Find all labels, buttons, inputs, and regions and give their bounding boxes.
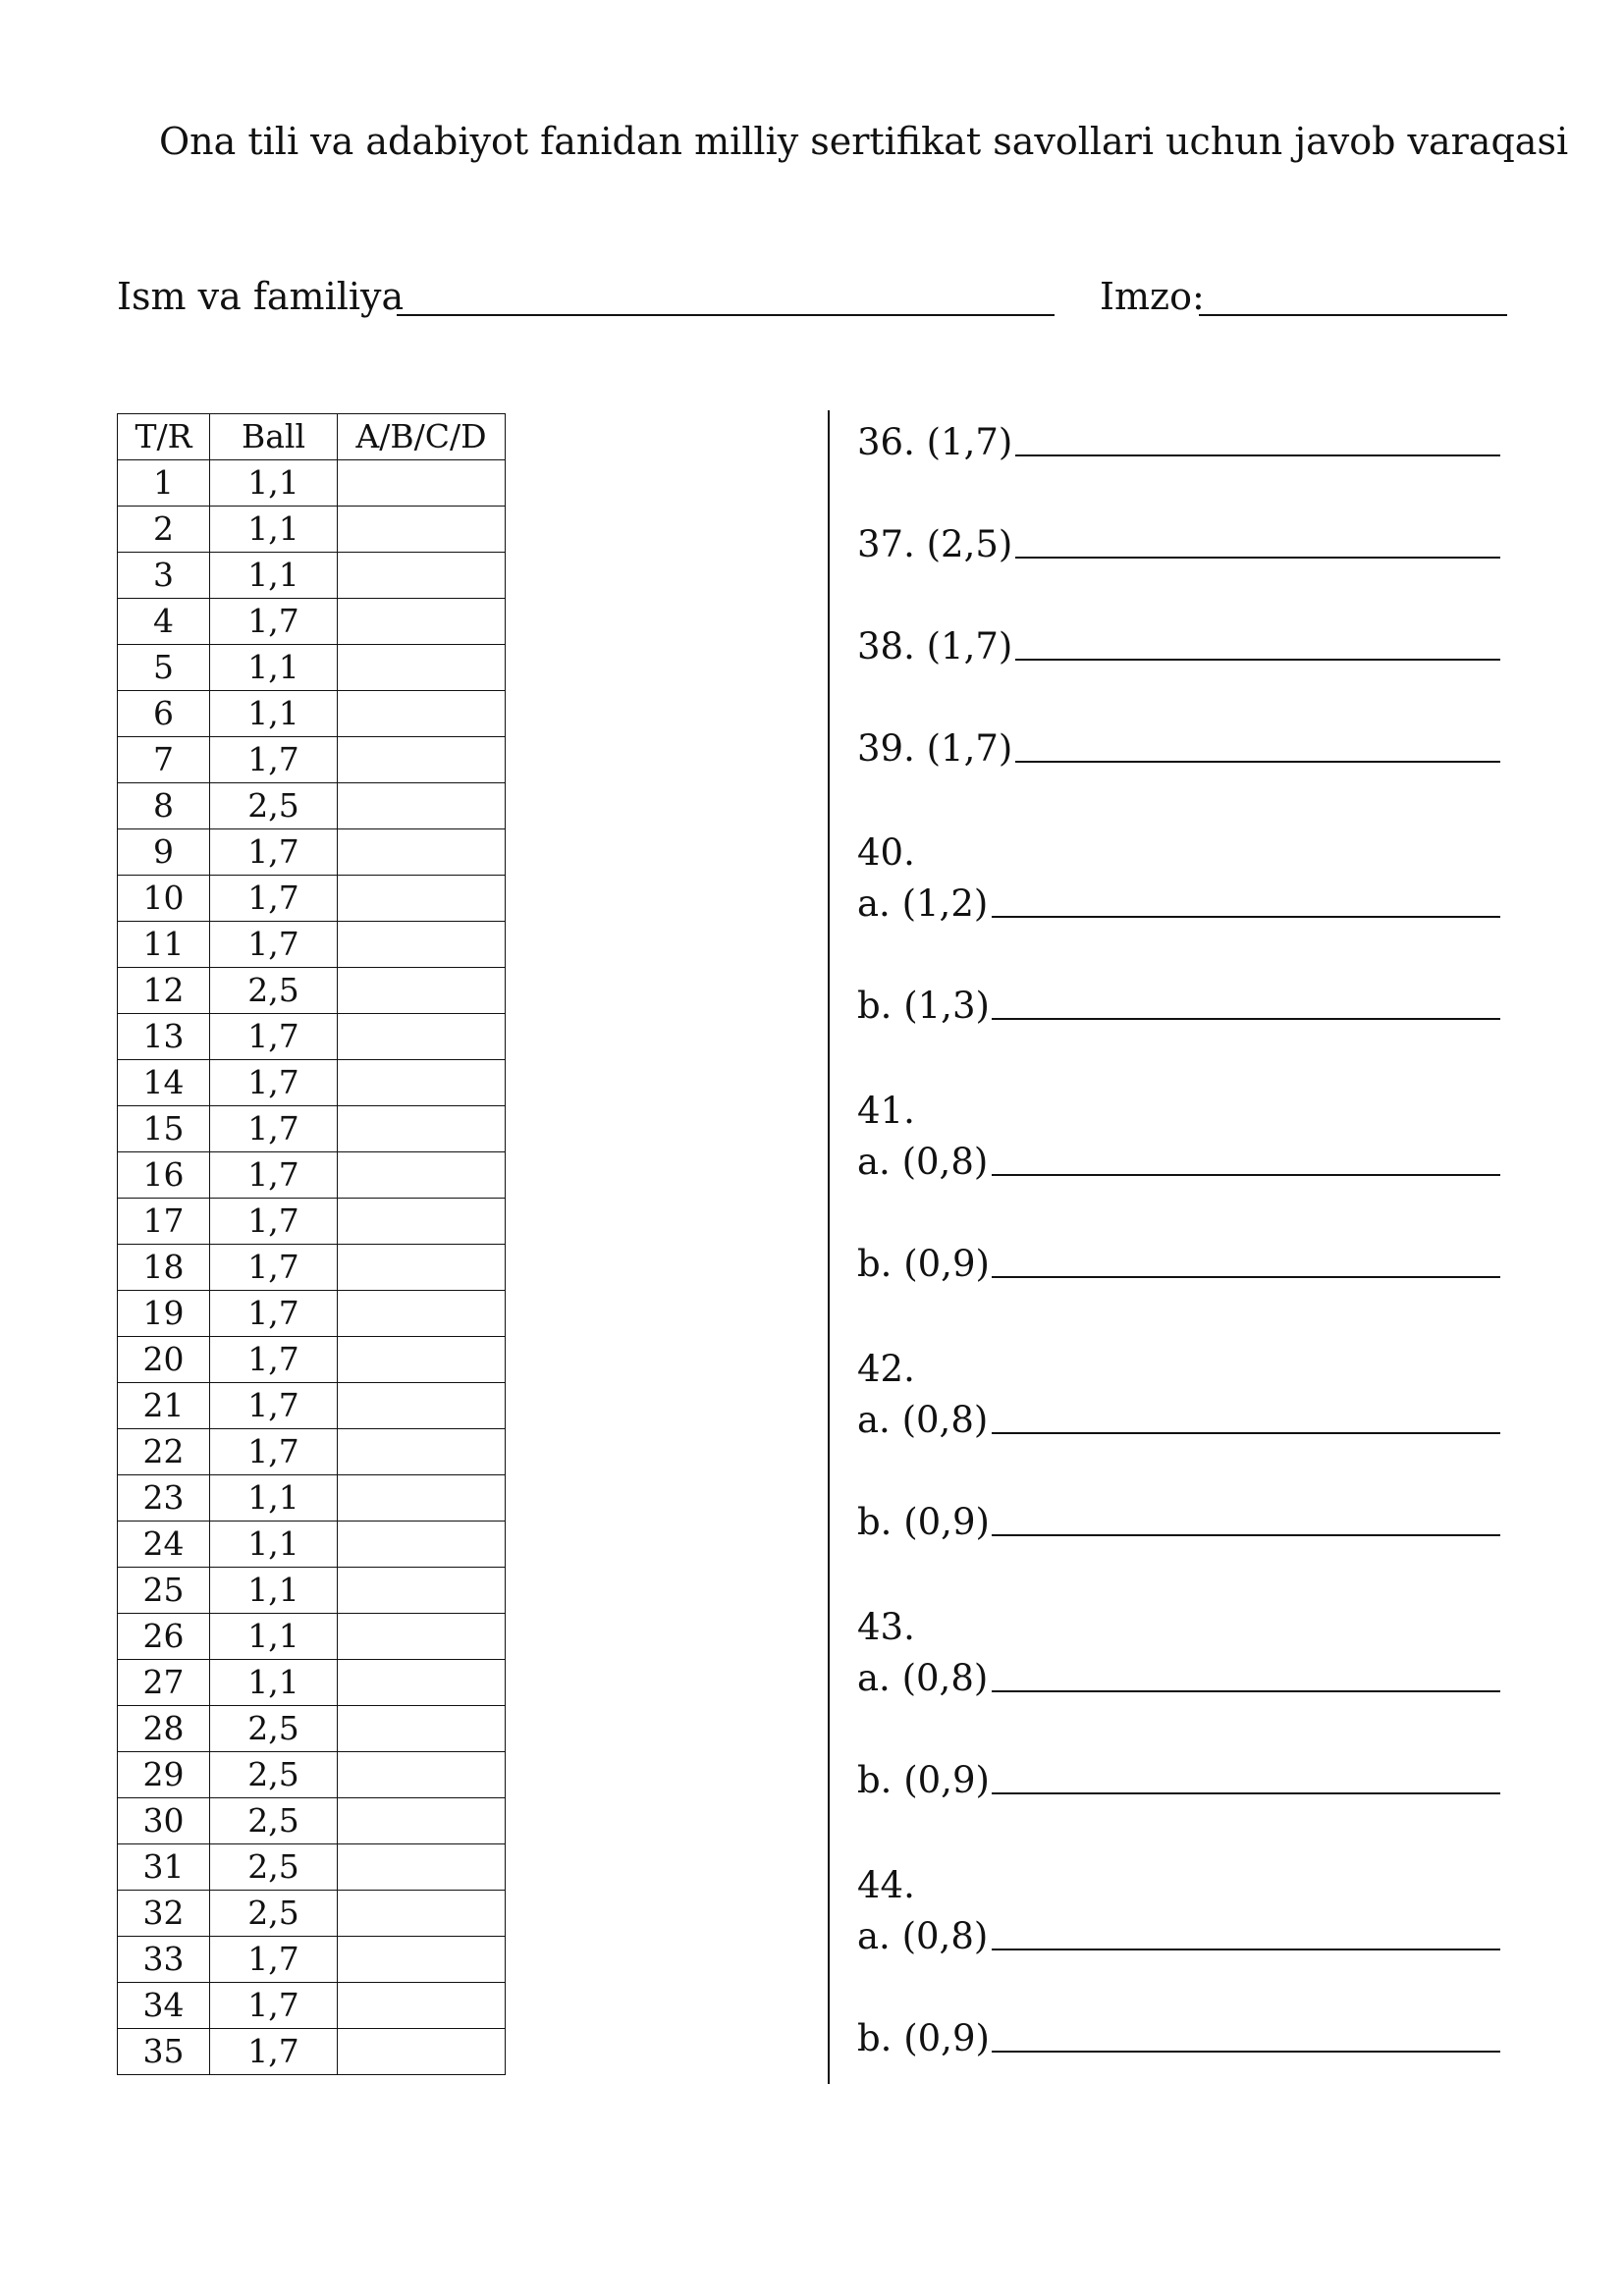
answer-table (117, 413, 506, 2075)
row-number: 4 (118, 599, 210, 645)
row-number: 20 (118, 1337, 210, 1383)
row-answer-cell[interactable] (338, 1475, 506, 1522)
question-label: 37. (2,5) (857, 523, 1013, 565)
row-number: 23 (118, 1475, 210, 1522)
table-row (118, 1891, 506, 1937)
row-ball: 1,7 (210, 1291, 338, 1337)
name-field[interactable] (397, 314, 1055, 316)
answer-line-a[interactable] (992, 1949, 1500, 1950)
answer-line-a[interactable] (992, 1174, 1500, 1176)
table-row (118, 1337, 506, 1383)
table-row (118, 1937, 506, 1983)
row-number: 33 (118, 1937, 210, 1983)
table-row (118, 1152, 506, 1199)
row-answer-cell[interactable] (338, 1844, 506, 1891)
question-label: 40. (857, 831, 915, 874)
row-number: 19 (118, 1291, 210, 1337)
row-number: 14 (118, 1060, 210, 1106)
row-number: 30 (118, 1798, 210, 1844)
row-ball: 1,1 (210, 1568, 338, 1614)
row-answer-cell[interactable] (338, 645, 506, 691)
row-answer-cell[interactable] (338, 1891, 506, 1937)
subquestion-a-label: a. (0,8) (857, 1141, 989, 1183)
table-row (118, 1245, 506, 1291)
table-row (118, 783, 506, 829)
row-number: 21 (118, 1383, 210, 1429)
row-ball: 1,1 (210, 1614, 338, 1660)
row-ball: 1,7 (210, 1383, 338, 1429)
table-row (118, 876, 506, 922)
row-number: 34 (118, 1983, 210, 2029)
row-answer-cell[interactable] (338, 829, 506, 876)
row-answer-cell[interactable] (338, 1245, 506, 1291)
question-label: 36. (1,7) (857, 421, 1013, 463)
row-ball: 1,1 (210, 460, 338, 507)
row-number: 29 (118, 1752, 210, 1798)
subquestion-a-label: a. (0,8) (857, 1657, 989, 1699)
table-row (118, 1106, 506, 1152)
subquestion-a-label: a. (0,8) (857, 1915, 989, 1957)
row-answer-cell[interactable] (338, 783, 506, 829)
header-ball: Ball (210, 414, 338, 460)
row-answer-cell[interactable] (338, 1983, 506, 2029)
subquestion-b-label: b. (0,9) (857, 1243, 990, 1285)
header-answer: A/B/C/D (338, 414, 506, 460)
row-answer-cell[interactable] (338, 1706, 506, 1752)
row-answer-cell[interactable] (338, 553, 506, 599)
answer-line[interactable] (1015, 761, 1500, 763)
row-number: 26 (118, 1614, 210, 1660)
row-answer-cell[interactable] (338, 2029, 506, 2075)
row-answer-cell[interactable] (338, 737, 506, 783)
row-ball: 1,7 (210, 1429, 338, 1475)
table-row (118, 1522, 506, 1568)
table-row (118, 968, 506, 1014)
question-label: 43. (857, 1606, 915, 1648)
table-row (118, 553, 506, 599)
answer-line-b[interactable] (992, 1534, 1500, 1536)
table-row (118, 829, 506, 876)
table-row (118, 1475, 506, 1522)
row-ball: 1,7 (210, 1337, 338, 1383)
subquestion-b-label: b. (1,3) (857, 985, 990, 1027)
answer-line[interactable] (1015, 659, 1500, 661)
table-row (118, 599, 506, 645)
row-answer-cell[interactable] (338, 1798, 506, 1844)
row-answer-cell[interactable] (338, 876, 506, 922)
row-number: 16 (118, 1152, 210, 1199)
row-ball: 2,5 (210, 1798, 338, 1844)
row-ball: 1,7 (210, 2029, 338, 2075)
table-row (118, 645, 506, 691)
row-number: 13 (118, 1014, 210, 1060)
subquestion-a-label: a. (0,8) (857, 1399, 989, 1441)
row-number: 22 (118, 1429, 210, 1475)
subquestion-b-label: b. (0,9) (857, 1759, 990, 1801)
table-row (118, 737, 506, 783)
row-answer-cell[interactable] (338, 1429, 506, 1475)
row-number: 35 (118, 2029, 210, 2075)
table-row (118, 460, 506, 507)
row-number: 7 (118, 737, 210, 783)
row-answer-cell[interactable] (338, 1660, 506, 1706)
column-divider (828, 410, 830, 2084)
row-answer-cell[interactable] (338, 1614, 506, 1660)
row-answer-cell[interactable] (338, 1199, 506, 1245)
table-row (118, 1568, 506, 1614)
row-number: 6 (118, 691, 210, 737)
row-number: 24 (118, 1522, 210, 1568)
row-answer-cell[interactable] (338, 968, 506, 1014)
row-answer-cell[interactable] (338, 1152, 506, 1199)
table-row (118, 1291, 506, 1337)
table-row (118, 1706, 506, 1752)
row-answer-cell[interactable] (338, 599, 506, 645)
table-row (118, 1752, 506, 1798)
name-label: Ism va familiya (117, 275, 405, 318)
table-row (118, 2029, 506, 2075)
row-number: 17 (118, 1199, 210, 1245)
row-answer-cell[interactable] (338, 1060, 506, 1106)
row-ball: 1,1 (210, 645, 338, 691)
table-row (118, 507, 506, 553)
row-ball: 1,7 (210, 599, 338, 645)
table-row (118, 922, 506, 968)
answer-line[interactable] (1015, 557, 1500, 559)
subquestion-a-label: a. (1,2) (857, 882, 989, 925)
row-number: 31 (118, 1844, 210, 1891)
row-answer-cell[interactable] (338, 1383, 506, 1429)
row-ball: 1,7 (210, 1152, 338, 1199)
row-ball: 1,1 (210, 1475, 338, 1522)
row-number: 15 (118, 1106, 210, 1152)
row-answer-cell[interactable] (338, 691, 506, 737)
row-answer-cell[interactable] (338, 507, 506, 553)
table-row (118, 1199, 506, 1245)
table-row (118, 1014, 506, 1060)
row-number: 5 (118, 645, 210, 691)
row-answer-cell[interactable] (338, 1568, 506, 1614)
row-ball: 1,7 (210, 1014, 338, 1060)
row-number: 3 (118, 553, 210, 599)
row-answer-cell[interactable] (338, 1014, 506, 1060)
row-ball: 1,1 (210, 1522, 338, 1568)
answer-line[interactable] (1015, 454, 1500, 456)
row-number: 32 (118, 1891, 210, 1937)
row-answer-cell[interactable] (338, 1522, 506, 1568)
row-ball: 1,1 (210, 507, 338, 553)
row-number: 18 (118, 1245, 210, 1291)
row-number: 2 (118, 507, 210, 553)
row-number: 28 (118, 1706, 210, 1752)
table-row (118, 1429, 506, 1475)
row-answer-cell[interactable] (338, 1337, 506, 1383)
row-ball: 1,7 (210, 1983, 338, 2029)
answer-line-a[interactable] (992, 1690, 1500, 1692)
row-ball: 1,1 (210, 691, 338, 737)
header-tr: T/R (118, 414, 210, 460)
row-answer-cell[interactable] (338, 922, 506, 968)
table-row (118, 1844, 506, 1891)
row-ball: 1,7 (210, 737, 338, 783)
row-ball: 2,5 (210, 1752, 338, 1798)
row-ball: 1,7 (210, 1199, 338, 1245)
question-label: 44. (857, 1864, 915, 1906)
row-ball: 2,5 (210, 1891, 338, 1937)
row-answer-cell[interactable] (338, 1937, 506, 1983)
question-label: 42. (857, 1348, 915, 1390)
answer-line-b[interactable] (992, 2051, 1500, 2053)
subquestion-b-label: b. (0,9) (857, 2017, 990, 2059)
row-answer-cell[interactable] (338, 1106, 506, 1152)
page-title: Ona tili va adabiyot fanidan milliy sertifikat savollari uchun javob varaqasi (159, 120, 1569, 163)
row-ball: 1,7 (210, 1060, 338, 1106)
table-row (118, 1660, 506, 1706)
row-number: 1 (118, 460, 210, 507)
row-number: 8 (118, 783, 210, 829)
answer-line-b[interactable] (992, 1276, 1500, 1278)
question-label: 39. (1,7) (857, 727, 1013, 770)
table-row (118, 1798, 506, 1844)
question-label: 41. (857, 1090, 915, 1132)
row-ball: 1,7 (210, 876, 338, 922)
row-number: 9 (118, 829, 210, 876)
row-ball: 1,7 (210, 1937, 338, 1983)
table-header-row (118, 414, 506, 460)
table-row (118, 1060, 506, 1106)
answer-line-b[interactable] (992, 1792, 1500, 1794)
row-ball: 1,1 (210, 553, 338, 599)
row-answer-cell[interactable] (338, 1291, 506, 1337)
table-row (118, 1983, 506, 2029)
row-number: 27 (118, 1660, 210, 1706)
row-ball: 2,5 (210, 783, 338, 829)
table-row (118, 1614, 506, 1660)
answer-line-b[interactable] (992, 1018, 1500, 1020)
table-row (118, 1383, 506, 1429)
row-number: 11 (118, 922, 210, 968)
row-ball: 1,7 (210, 1245, 338, 1291)
answer-line-a[interactable] (992, 1432, 1500, 1434)
row-ball: 2,5 (210, 1706, 338, 1752)
row-ball: 2,5 (210, 1844, 338, 1891)
table-row (118, 691, 506, 737)
row-number: 12 (118, 968, 210, 1014)
answer-line-a[interactable] (992, 916, 1500, 918)
row-answer-cell[interactable] (338, 1752, 506, 1798)
row-ball: 1,7 (210, 1106, 338, 1152)
row-ball: 2,5 (210, 968, 338, 1014)
question-label: 38. (1,7) (857, 625, 1013, 667)
row-number: 25 (118, 1568, 210, 1614)
row-number: 10 (118, 876, 210, 922)
row-ball: 1,7 (210, 922, 338, 968)
row-answer-cell[interactable] (338, 460, 506, 507)
signature-field[interactable] (1199, 314, 1507, 316)
row-ball: 1,7 (210, 829, 338, 876)
row-ball: 1,1 (210, 1660, 338, 1706)
signature-label: Imzo: (1100, 275, 1205, 318)
subquestion-b-label: b. (0,9) (857, 1501, 990, 1543)
